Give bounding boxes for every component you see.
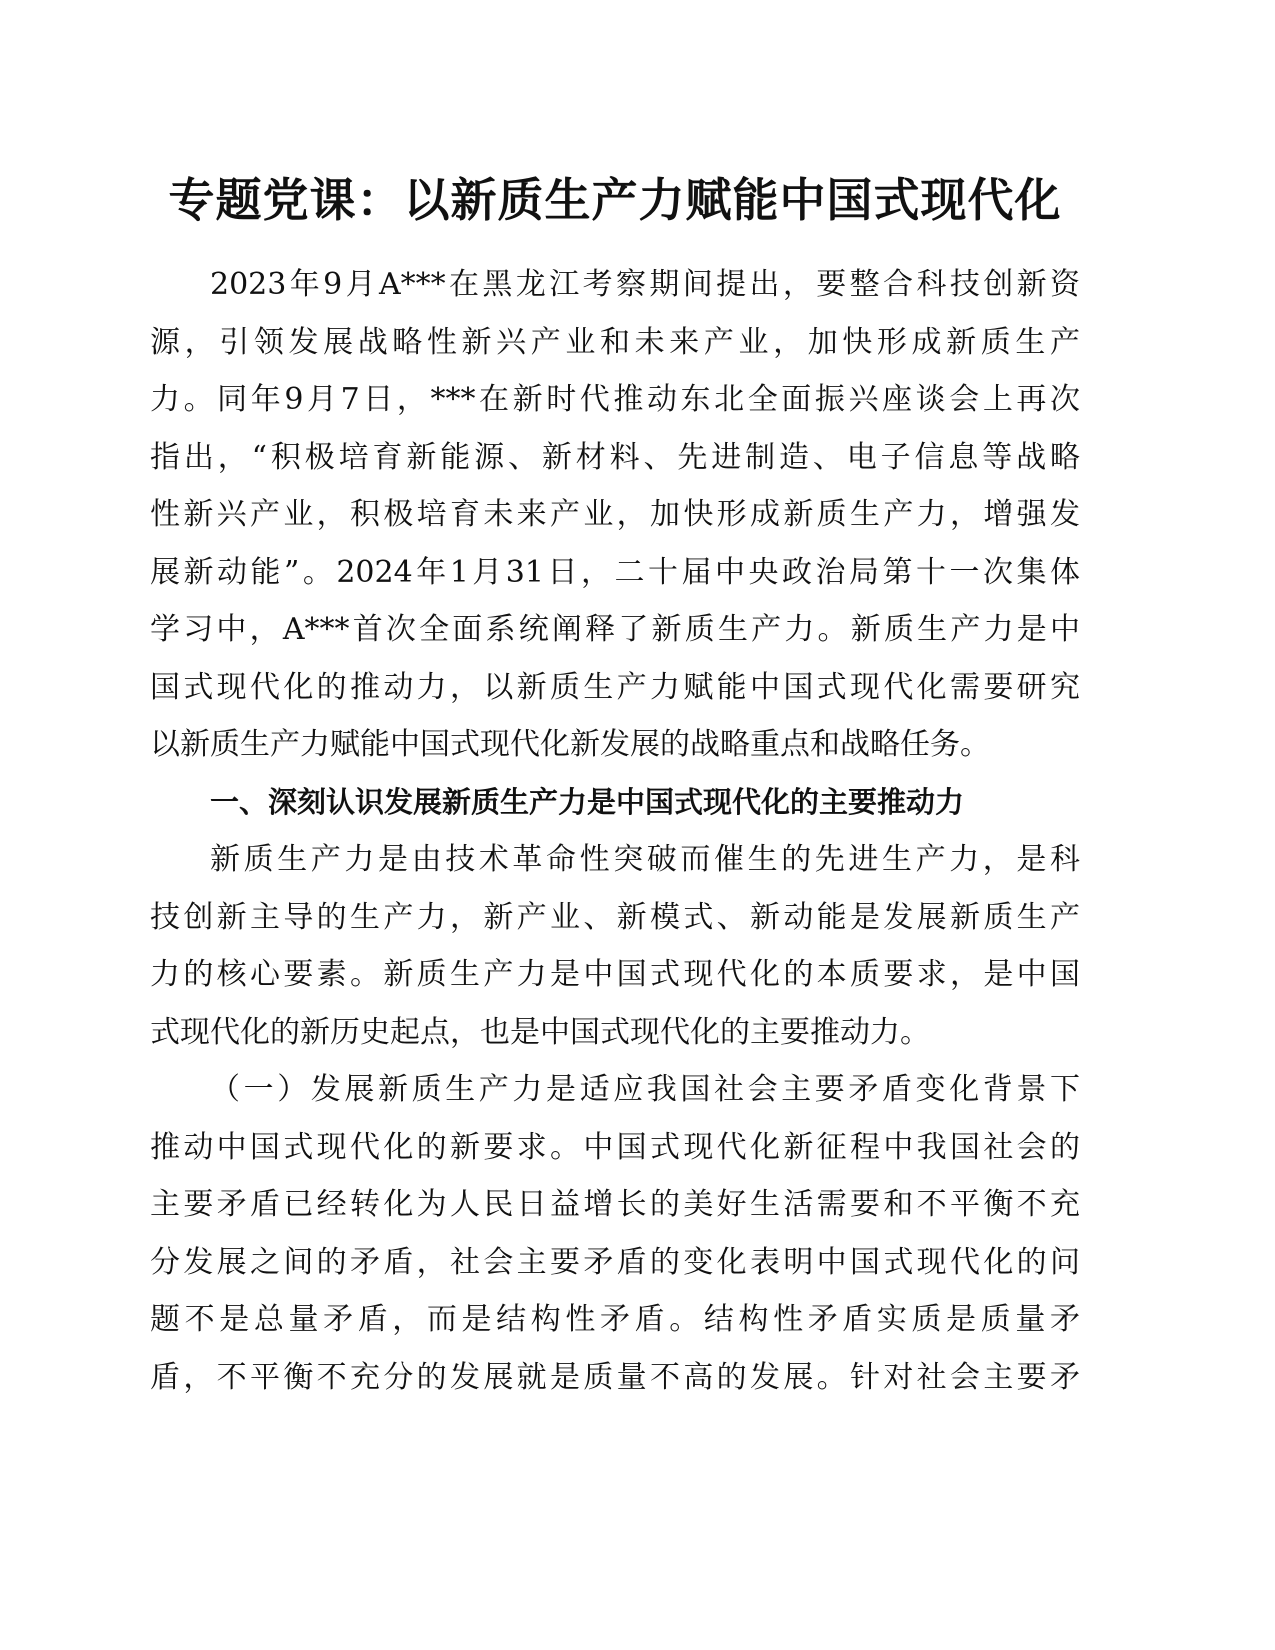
text-line: 源，引领发展战略性新兴产业和未来产业，加快形成新质生产: [150, 324, 1080, 360]
paragraph-intro: [150, 256, 1080, 774]
paragraph-section1: [150, 831, 1080, 1061]
text-line: 国式现代化的推动力，以新质生产力赋能中国式现代化需要研究: [150, 669, 1080, 705]
text-line: 2023年9月A***在黑龙江考察期间提出，要整合科技创新资: [210, 267, 1080, 302]
text-line: 题不是总量矛盾，而是结构性矛盾。结构性矛盾实质是质量矛: [150, 1302, 1080, 1337]
document-body: [150, 256, 1080, 1406]
text-line: 式现代化的新历史起点，也是中国式现代化的主要推动力。: [150, 1014, 930, 1050]
text-line: 力。同年9月7日，***在新时代推动东北全面振兴座谈会上再次: [150, 382, 1080, 417]
text-line: 学习中，A***首次全面系统阐释了新质生产力。新质生产力是中: [150, 612, 1080, 647]
text-line: 力的核心要素。新质生产力是中国式现代化的本质要求，是中国: [150, 957, 1080, 992]
text-line: 性新兴产业，积极培育未来产业，加快形成新质生产力，增强发: [150, 497, 1080, 532]
text-line: 以新质生产力赋能中国式现代化新发展的战略重点和战略任务。: [150, 727, 990, 762]
text-line: 技创新主导的生产力，新产业、新模式、新动能是发展新质生产: [150, 899, 1080, 935]
text-line: 盾，不平衡不充分的发展就是质量不高的发展。针对社会主要矛: [150, 1359, 1080, 1395]
text-line: 展新动能”。2024年1月31日，二十届中央政治局第十一次集体: [150, 554, 1080, 590]
text-line: 指出，“积极培育新能源、新材料、先进制造、电子信息等战略: [150, 439, 1080, 475]
text-line: 新质生产力是由技术革命性突破而催生的先进生产力，是科: [210, 842, 1080, 877]
text-line: 推动中国式现代化的新要求。中国式现代化新征程中我国社会的: [150, 1129, 1080, 1165]
text-line: 分发展之间的矛盾，社会主要矛盾的变化表明中国式现代化的问: [150, 1244, 1080, 1280]
text-line: （一）发展新质生产力是适应我国社会主要矛盾变化背景下: [210, 1072, 1080, 1107]
text-line: 主要矛盾已经转化为人民日益增长的美好生活需要和不平衡不充: [150, 1187, 1080, 1222]
document-title: 专题党课：以新质生产力赋能中国式现代化: [168, 173, 1062, 227]
section-heading: 一、深刻认识发展新质生产力是中国式现代化的主要推动力: [210, 784, 965, 819]
paragraph-subsection1: [150, 1061, 1080, 1406]
